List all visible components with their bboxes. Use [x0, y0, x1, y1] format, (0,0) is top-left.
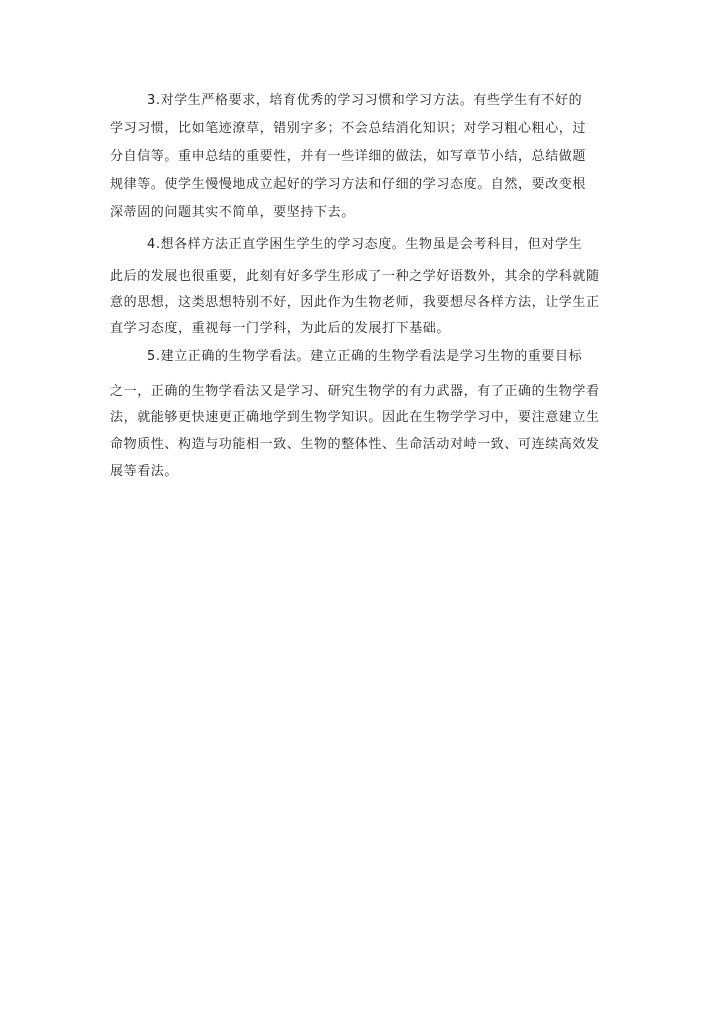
paragraph-4-line-4: 直学习态度，重视每一门学科，为此后的发展打下基础。 — [110, 321, 451, 336]
paragraph-5-line-4: 命物质性、构造与功能相一致、生物的整体性、生命活动对峙一致、可连续高效发 — [110, 437, 600, 452]
paragraph-5-line-3: 法，就能够更快速更正确地学到生物学知识。因此在生物学学习中，要注意建立生 — [110, 410, 600, 425]
paragraph-5-line-1: 5.建立正确的生物学看法。建立正确的生物学看法是学习生物的重要目标 — [147, 349, 583, 364]
paragraph-3-line-1: 3.对学生严格要求，培育优秀的学习习惯和学习方法。有些学生有不好的 — [147, 93, 583, 108]
paragraph-3-line-3: 分自信等。重申总结的重要性，并有一些详细的做法，如写章节小结，总结做题 — [110, 149, 587, 164]
paragraph-4-line-2: 此后的发展也很重要，此刻有好多学生形成了一种之学好语数外，其余的学科就随 — [110, 269, 600, 284]
paragraph-3-line-5: 深蒂固的问题其实不简单，要坚持下去。 — [110, 205, 355, 220]
paragraph-3-line-2: 学习习惯，比如笔迹潦草，错别字多；不会总结消化知识；对学习粗心粗心，过 — [110, 121, 587, 136]
paragraph-5-line-2: 之一，正确的生物学看法又是学习、研究生物学的有力武器，有了正确的生物学看 — [110, 384, 600, 399]
paragraph-5-line-5: 展等看法。 — [110, 464, 179, 479]
paragraph-3-line-4: 规律等。使学生慢慢地成立起好的学习方法和仔细的学习态度。自然，要改变根 — [110, 177, 587, 192]
paragraph-4-line-1: 4.想各样方法正直学困生学生的学习态度。生物虽是会考科目，但对学生 — [147, 237, 583, 252]
paragraph-4-line-3: 意的思想，这类思想特别不好，因此作为生物老师，我要想尽各样方法，让学生正 — [110, 295, 600, 310]
